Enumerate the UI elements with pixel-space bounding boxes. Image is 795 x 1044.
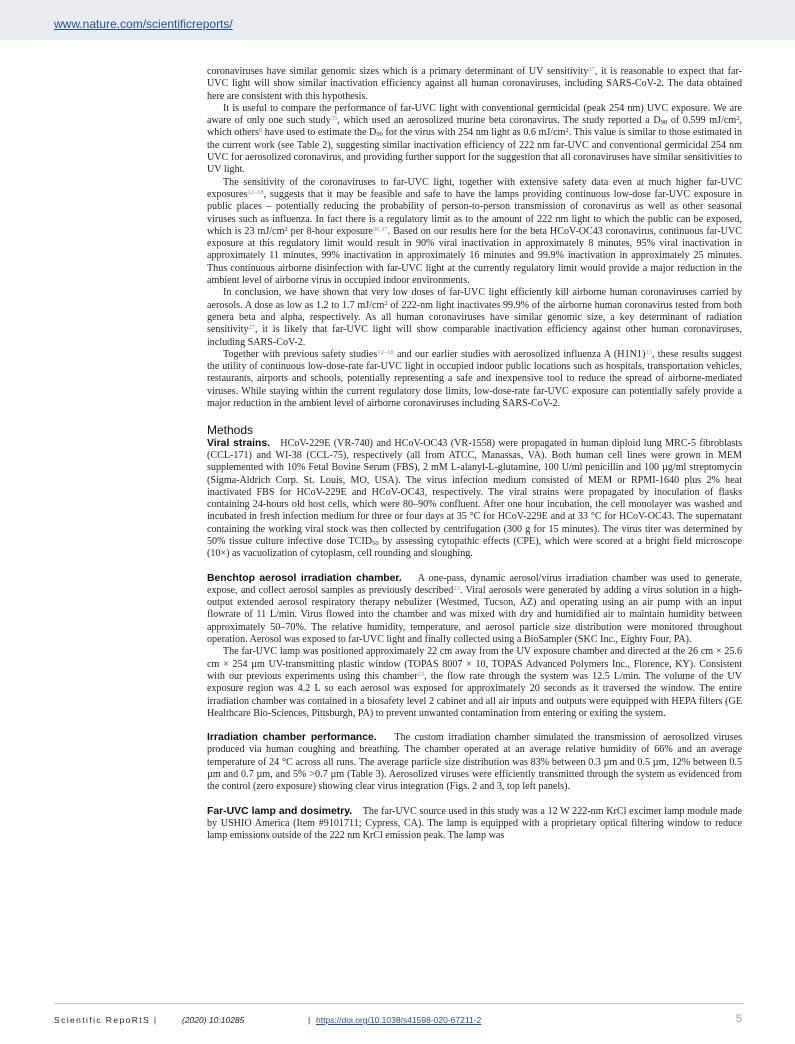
citation-ref[interactable]: 35	[330, 115, 338, 123]
citation-ref[interactable]: 36,37	[372, 225, 388, 233]
page-footer	[54, 1003, 744, 1034]
benchtop-chamber-paragraph: Benchtop aerosol irradiation chamber. A one-pass, dynamic aerosol/virus irradiation chamber was used to generate, expose, and collect aerosol samples as previously described$^{23}$. Viral aerosols were generated by adding a virus solution in a high-output extended aerosol respiratory therapy nebulizer (Westmed, Tucson, AZ) and operating using an air pump with an input flowrate of 11 L/min. Virus flowed into the chamber and was mixed with dry and humidified air to maintain humidity between approximately 50–70%. The relative humidity, temperature, and aerosol particle size distribution were monitored throughout operation. Aerosol was exposed to far-UVC light and finally collected using a BioSampler (SKC Inc., Eighty Four, PA).	[207, 572, 742, 646]
citation-volume: (2020) 10:10285	[182, 1015, 245, 1025]
paragraph-1: coronaviruses have similar genomic sizes which is a primary determinant of UV sensitivity$^{27}$, it is reasonable to expect that far-UVC light will show similar inactivation efficiency against all human coronaviruses, including SARS-CoV-2. The data obtained here are consistent with this hypothesis.	[207, 66, 742, 102]
journal-header-bar	[0, 0, 795, 40]
citation-ref[interactable]: 23	[417, 670, 425, 678]
page-number: 5	[735, 1013, 742, 1025]
viral-strains-heading: Viral strains.	[207, 437, 271, 449]
paragraph-4: In conclusion, we have shown that very low doses of far-UVC light efficiently kill airborne human coronaviruses carried by aerosols. A dose as low as 1.2 to 1.7 $mJ/cm^2$ of 222-nm light inactivates 99.9% of the airborne human coronavirus tested from both genera beta and alpha, respectively. As all human coronaviruses have similar genomic size, a key determinant of radiation sensitivity$^{27}$, it is likely that far-UVC light will show comparable inactivation efficiency against other human coronaviruses, including SARS-CoV-2.	[207, 287, 742, 348]
citation-ref[interactable]: 8	[258, 127, 263, 135]
citation-ref[interactable]: 23	[645, 348, 652, 356]
methods-heading: Methods	[207, 423, 254, 438]
citation-ref[interactable]: 23	[453, 584, 460, 592]
citation-ref[interactable]: 12–18	[247, 188, 264, 196]
citation-ref[interactable]: 12–18	[377, 348, 394, 356]
article-body	[207, 66, 742, 843]
journal-name: Scientific RepoRtS |	[54, 1015, 158, 1025]
footer-separator: |	[308, 1015, 311, 1025]
paragraph-2: It is useful to compare the performance of far-UVC light with conventional germicidal (peak 254 nm) UVC exposure. We are aware of only one such study$^{35}$, which used an aerosolized murine beta coronavirus. The study reported a $D_{90}$ of 0.599 $mJ/cm^2$, which others$^8$ have used to estimate the $D_{90}$ for the virus with 254 nm light as 0.6 $mJ/cm^2$. This value is similar to those estimated in the current work (see Table 2), suggesting similar inactivation efficiency of 222 nm far-UVC and conventional germicidal 254 nm UVC for aerosolized coronavirus, and providing further support for the suggestion that all coronaviruses have similar sensitivities to UV light.	[207, 102, 742, 176]
journal-url-link[interactable]: www.nature.com/scientificreports/	[54, 17, 233, 31]
viral-strains-paragraph: Viral strains. HCoV-229E (VR-740) and HCoV-OC43 (VR-1558) were propagated in human diploid lung MRC-5 fibroblasts (CCL-171) and WI-38 (CCL-75), respectively (all from ATCC, Manassas, VA). Both human cell lines were grown in MEM supplemented with 10% Fetal Bovine Serum (FBS), 2 mM L-alanyl-L-glutamine, 100 U/ml penicillin and 100 µg/ml streptomycin (Sigma-Aldrich Corp. St. Louis, MO, USA). The virus infection medium consisted of MEM or RPMI-1640 plus 2% heat inactivated FBS for HCoV-229E and HCoV-OC43, respectively. The viral strains were propagated by inoculation of flasks containing 24-hours old host cells, which were 80–90% confluent. After one hour incubation, the cell monolayer was washed and incubated in fresh infection medium for three or four days at 35 °C for HCoV-229E and at 33 °C for HCoV-OC43. The supernatant containing the working viral stock was then collected by centrifugation (300 g for 15 minutes). The virus titer was determined by 50% tissue culture infective dose $TCID_{50}$ by assessing cytopathic effects (CPE), which were scored at a bright field microscope (10×) as vacuolization of cytoplasm, cell rounding and sloughing.	[207, 437, 743, 560]
lamp-position-paragraph: The far-UVC lamp was positioned approximately 22 cm away from the UV exposure chamber and directed at the 26 cm × 25.6 cm × 254 µm UV-transmitting plastic window (TOPAS 8007 × 10, TOPAS Advanced Polymers Inc., Florence, KY). Consistent with our previous experiments using this chamber$^{23}$, the flow rate through the system was 12.5 L/min. The volume of the UV exposure region was 4.2 L so each aerosol was exposed for approximately 20 seconds as it traversed the window. The entire irradiation chamber was contained in a biosafety level 2 cabinet and all air inputs and outputs were equipped with HEPA filters (GE Healthcare Bio-Sciences, Pittsburgh, PA) to prevent unwanted contamination from entering or exiting the system.	[207, 646, 742, 719]
paragraph-5: Together with previous safety studies$^{12-18}$ and our earlier studies with aerosolized influenza A (H1N1)$^{23}$, these results suggest the utility of continuous low-dose-rate far-UVC light in occupied indoor public locations such as hospitals, transportation vehicles, restaurants, airports and schools, potentially representing a safe and inexpensive tool to reduce the spread of airborne-mediated viruses. While staying within the current regulatory dose limits, low-dose-rate far-UVC exposure can potentially safely provide a major reduction in the ambient level of airborne coronaviruses including SARS-CoV-2.	[207, 348, 743, 410]
chamber-performance-paragraph: Irradiation chamber performance. The custom irradiation chamber simulated the transmission of aerosolized viruses produced via human coughing and breathing. The chamber operated at an average relative humidity of 66% and an average temperature of 24 °C across all runs. The average particle size distribution was 83% between 0.3 µm and 0.5 µm, 12% between 0.5 µm and 0.7 µm, and 5% >0.7 µm (Table 3). Aerosolized viruses were efficiently transmitted through the system as evidenced from the control (zero exposure) showing clear virus integration (Figs. 2 and 3, top left panels).	[207, 732, 742, 793]
lamp-dosimetry-paragraph: Far-UVC lamp and dosimetry. The far-UVC source used in this study was a 12 W 222-nm KrCl excimer lamp module made by USHIO America (Item #9101711; Cypress, CA). The lamp is equipped with a proprietary optical filtering window to reduce lamp emissions outside of the 222 nm KrCl emission peak. The lamp was	[207, 805, 742, 842]
chamber-performance-heading: Irradiation chamber performance.	[207, 732, 377, 744]
paragraph-3: The sensitivity of the coronaviruses to far-UVC light, together with extensive safety data even at much higher far-UVC exposures$^{12-18}$, suggests that it may be feasible and safe to have the lamps providing continuous low-dose far-UVC exposure in public places – potentially reducing the probability of person-to-person transmission of coronavirus as well as other seasonal viruses such as influenza. In fact there is a regulatory limit as to the amount of 222 nm light to which the public can be exposed, which is 23 $mJ/cm^2$ per 8-hour exposure$^{36,37}$. Based on our results here for the beta HCoV-OC43 coronavirus, continuous far-UVC exposure at this regulatory limit would result in 90% viral inactivation in approximately 8 minutes, 95% viral inactivation in approximately 11 minutes, 99% inactivation in approximately 16 minutes and 99.9% inactivation in approximately 25 minutes. Thus continuous airborne disinfection with far-UVC light at the currently regulatory limit would provide a major reduction in the ambient level of airborne virus in occupied indoor environments.	[207, 176, 742, 287]
citation-ref[interactable]: 27	[588, 66, 595, 73]
benchtop-chamber-heading: Benchtop aerosol irradiation chamber.	[207, 572, 402, 584]
citation-ref[interactable]: 27	[248, 324, 255, 332]
doi-link[interactable]: https://doi.org/10.1038/s41598-020-67211-2	[316, 1015, 482, 1025]
lamp-dosimetry-heading: Far-UVC lamp and dosimetry.	[207, 805, 353, 817]
